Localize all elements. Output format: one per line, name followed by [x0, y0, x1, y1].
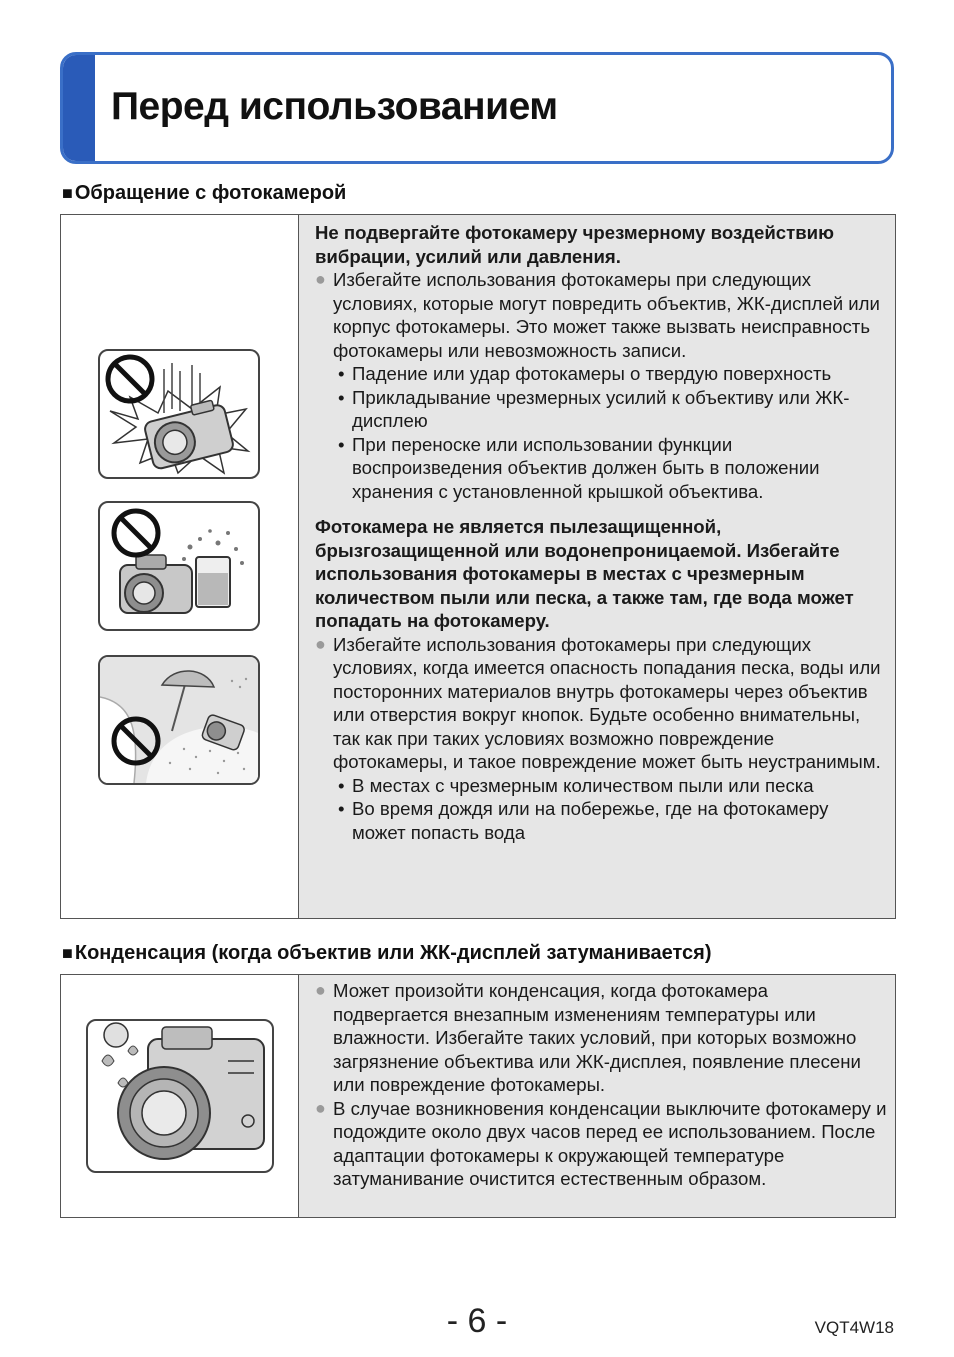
water-dust-warning-title: Фотокамера не является пылезащищенной, брызгозащищенной или водонепроницаемой. Избегайте использования фотокамеры в местах с чрезмерным количеством пыли или песка, а также там, где вода может попадать на фотокамеру. — [315, 516, 854, 631]
list-item: ● Избегайте использования фотокамеры при следующих условиях, которые могут повредить объектив, ЖК-дисплей или корпус фотокамеры. Это может также вызвать неисправность фотокамеры или невозможность записи. — [315, 269, 880, 361]
bullet-dot: ● — [315, 1097, 326, 1118]
handling-table — [60, 214, 896, 919]
section-marker: ■ — [62, 943, 73, 963]
condensation-illustration — [86, 1019, 274, 1173]
section-heading-handling — [62, 182, 346, 205]
title-accent-tab — [63, 55, 95, 161]
list-item: ● Избегайте использования фотокамеры при следующих условиях, когда имеется опасность попадания песка, воды или посторонних материалов внутрь фотокамеры через объектив или отверстия вокруг кнопок. Будьте особенно внимательны, так как при таких условиях возможно повреждение фотокамеры, и такое повреждение может быть неустранимым. — [315, 633, 881, 772]
list-item: ● В случае возникновения конденсации выключите фотокамеру и подождите около двух часов перед ее использованием. После адаптации фотокамеры к окружающей температуре затуманивание очистится естественным образом. — [315, 1097, 887, 1189]
drop-shock-illustration — [98, 349, 260, 479]
title-banner — [60, 52, 894, 164]
condensation-table — [60, 974, 896, 1218]
page-number: - 6 - — [446, 1302, 508, 1340]
handling-text — [315, 221, 887, 844]
bullet-dot: ● — [315, 269, 326, 289]
section-heading-text: Обращение с фотокамерой — [74, 182, 347, 204]
document-code: VQT4W18 — [814, 1318, 894, 1337]
section-marker: ■ — [62, 183, 73, 203]
condensation-illustration-cell — [61, 975, 299, 1217]
beach-sand-illustration — [98, 655, 260, 785]
condensation-text-cell — [299, 975, 895, 1217]
bullet-dot: ● — [315, 980, 326, 1000]
section-heading-condensation — [62, 942, 712, 965]
bullet-dot: ● — [315, 633, 326, 654]
list-item: ● Может произойти конденсация, когда фотокамера подвергается внезапным изменениям температуры или влажности. Избегайте таких условий, при которых возможно загрязнение объектива или ЖК-дисплея, появление плесени или повреждение фотокамеры. — [315, 980, 861, 1095]
handling-text-cell — [299, 215, 895, 918]
page-title: Перед использованием — [111, 85, 558, 128]
list-item: • В местах с чрезмерным количеством пыли или песка — [338, 774, 814, 796]
list-item: • Прикладывание чрезмерных усилий к объективу или ЖК-дисплею — [338, 386, 850, 431]
handling-illustrations-cell — [61, 215, 299, 918]
splash-illustration — [98, 501, 260, 631]
vibration-warning-title: Не подвергайте фотокамеру чрезмерному воздействию вибрации, усилий или давления. — [315, 222, 834, 267]
list-item: • При переноске или использовании функции воспроизведения объектив должен быть в положении хранения с установленной крышкой объектива. — [338, 433, 820, 502]
section-heading-text: Конденсация (когда объектив или ЖК-дисплей затуманивается) — [74, 942, 712, 964]
list-item: • Во время дождя или на побережье, где на фотокамеру может попасть вода — [338, 798, 829, 843]
list-item: • Падение или удар фотокамеры о твердую поверхность — [338, 363, 832, 384]
condensation-text — [315, 979, 887, 1191]
